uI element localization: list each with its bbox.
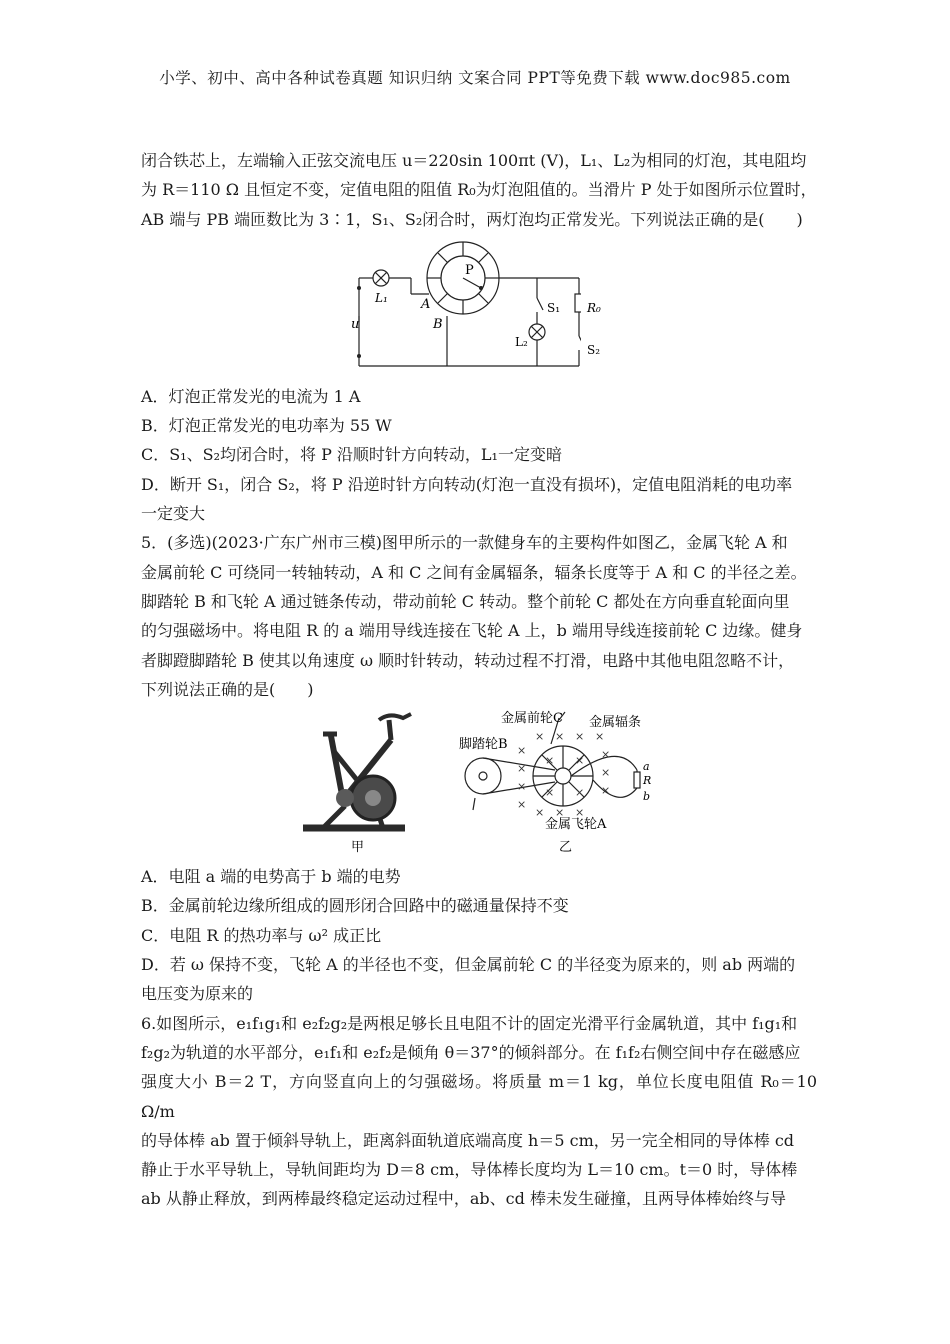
q4-line-3: AB 端与 PB 端匝数比为 3∶1，S₁、S₂闭合时，两灯泡均正常发光。下列说法正确的是( ) — [141, 209, 803, 229]
transformer-circuit-right-labels — [585, 240, 625, 372]
label-R0-right: R₀ — [587, 300, 601, 315]
q6-line-1: 6.如图所示，e₁f₁g₁和 e₂f₂g₂是两根足够长且电阻不计的固定光滑平行金属轨道，其中 f₁g₁和 — [141, 1013, 798, 1033]
label-u: u — [351, 316, 360, 332]
transformer-circuit-figure — [141, 240, 817, 378]
svg-text:×: × — [575, 786, 585, 800]
svg-text:×: × — [595, 730, 605, 744]
q4-option-c: C．S₁、S₂均闭合时，将 P 沿顺时针方向转动，L₁一定变暗 — [141, 445, 562, 465]
exercise-bike-figure — [141, 710, 817, 858]
label-S1: S₁ — [547, 300, 561, 315]
q4-option-a: A．灯泡正常发光的电流为 1 A — [141, 386, 361, 406]
q5-option-c: C．电阻 R 的热功率与 ω² 成正比 — [141, 925, 382, 945]
svg-text:×: × — [535, 806, 545, 820]
q6-line-4: 的导体棒 ab 置于倾斜导轨上，距离斜面轨道底端高度 h＝5 cm，另一完全相同的导体棒 cd — [141, 1130, 795, 1150]
q5-line-5: 者脚蹬脚踏轮 B 使其以角速度 ω 顺时针转动，转动过程不打滑，电路中其他电阻忽略不计， — [141, 650, 795, 670]
label-A: A — [421, 296, 431, 312]
svg-text:×: × — [517, 780, 527, 794]
svg-text:×: × — [575, 730, 585, 744]
label-L2: L₂ — [515, 334, 528, 349]
q5-option-b: B．金属前轮边缘所组成的圆形闭合回路中的磁通量保持不变 — [141, 896, 569, 916]
label-P: P — [465, 262, 474, 278]
flywheel-diagram — [459, 710, 669, 856]
label-pedal: 脚踏轮B — [459, 737, 508, 753]
label-a: a — [643, 760, 650, 774]
q5-line-1: 5．(多选)(2023·广东广州市三模)图甲所示的一款健身车的主要构件如图乙，金属飞轮 A 和 — [141, 533, 788, 553]
svg-text:×: × — [575, 806, 585, 820]
label-R: R — [643, 774, 652, 788]
q4-option-d-cont: 一定变大 — [141, 504, 206, 524]
label-B: B — [433, 316, 443, 332]
q6-line-6: ab 从静止释放，到两棒最终稳定运动过程中，ab、cd 棒未发生碰撞，且两导体棒始终与导 — [141, 1189, 786, 1209]
q6-line-3: 强度大小 B＝2 T，方向竖直向上的匀强磁场。将质量 m＝1 kg，单位长度电阻值 R₀＝10 Ω/m — [141, 1072, 817, 1121]
label-S2: S₂ — [587, 342, 601, 357]
q4-line-1: 闭合铁芯上，左端输入正弦交流电压 u＝220sin 100πt (V)，L₁、L₂为相同的灯泡，其电阻均 — [141, 151, 807, 170]
label-flywheel: 金属飞轮A — [545, 817, 607, 833]
q5-line-2: 金属前轮 C 可绕同一转轴转动，A 和 C 之间有金属辐条，辐条长度等于 A 和 C 的半径之差。 — [141, 562, 807, 582]
q4-option-d: D．断开 S₁，闭合 S₂，将 P 沿逆时针方向转动(灯泡一直没有损坏)，定值电阻消耗的电功率 — [141, 474, 793, 494]
svg-text:×: × — [601, 748, 611, 762]
q5-line-4: 的匀强磁场中。将电阻 R 的 a 端用导线连接在飞轮 A 上，b 端用导线连接前轮 C 边缘。健身 — [141, 621, 803, 641]
q5-option-d: D．若 ω 保持不变，飞轮 A 的半径也不变，但金属前轮 C 的半径变为原来的，则 ab 两端的 — [141, 955, 796, 975]
svg-text:×: × — [601, 766, 611, 780]
svg-text:×: × — [517, 744, 527, 758]
q5-line-3: 脚踏轮 B 和飞轮 A 通过链条传动，带动前轮 C 转动。整个前轮 C 都处在方向垂直轮面向里 — [141, 591, 790, 611]
page-content — [141, 146, 817, 1214]
q5-option-d-cont: 电压变为原来的 — [141, 984, 254, 1004]
svg-text:×: × — [601, 784, 611, 798]
label-b: b — [643, 790, 651, 804]
label-yi: 乙 — [559, 840, 573, 856]
svg-text:×: × — [555, 806, 565, 820]
q5-line-6: 下列说法正确的是( ) — [141, 679, 314, 699]
exercise-bike-photo — [293, 710, 423, 856]
svg-text:×: × — [517, 762, 527, 776]
svg-text:×: × — [545, 786, 555, 800]
page-header: 小学、初中、高中各种试卷真题 知识归纳 文案合同 PPT等免费下载 www.doc985.com — [159, 69, 791, 87]
svg-text:×: × — [555, 730, 565, 744]
label-spoke: 金属辐条 — [589, 715, 642, 731]
svg-text:×: × — [535, 730, 545, 744]
q6-line-2: f₂g₂为轨道的水平部分，e₁f₁和 e₂f₂是倾角 θ＝37°的倾斜部分。在 f₁f₂右侧空间中存在磁感应 — [141, 1042, 801, 1062]
svg-text:×: × — [575, 754, 585, 768]
svg-text:×: × — [545, 754, 555, 768]
label-front-wheel: 金属前轮C — [501, 711, 563, 727]
transformer-circuit-diagram — [351, 240, 581, 372]
svg-text:×: × — [517, 798, 527, 812]
q4-line-2: 为 R＝110 Ω 且恒定不变，定值电阻的阻值 R₀为灯泡阻值的。当滑片 P 处于如图所示位置时， — [141, 180, 817, 200]
q4-option-b: B．灯泡正常发光的电功率为 55 W — [141, 416, 392, 436]
label-jia: 甲 — [351, 840, 365, 856]
label-L1: L₁ — [375, 290, 388, 305]
q6-line-5: 静止于水平导轨上，导轨间距均为 D＝8 cm，导体棒长度均为 L＝10 cm。t＝0 时，导体棒 — [141, 1160, 798, 1180]
q5-option-a: A．电阻 a 端的电势高于 b 端的电势 — [141, 867, 401, 887]
